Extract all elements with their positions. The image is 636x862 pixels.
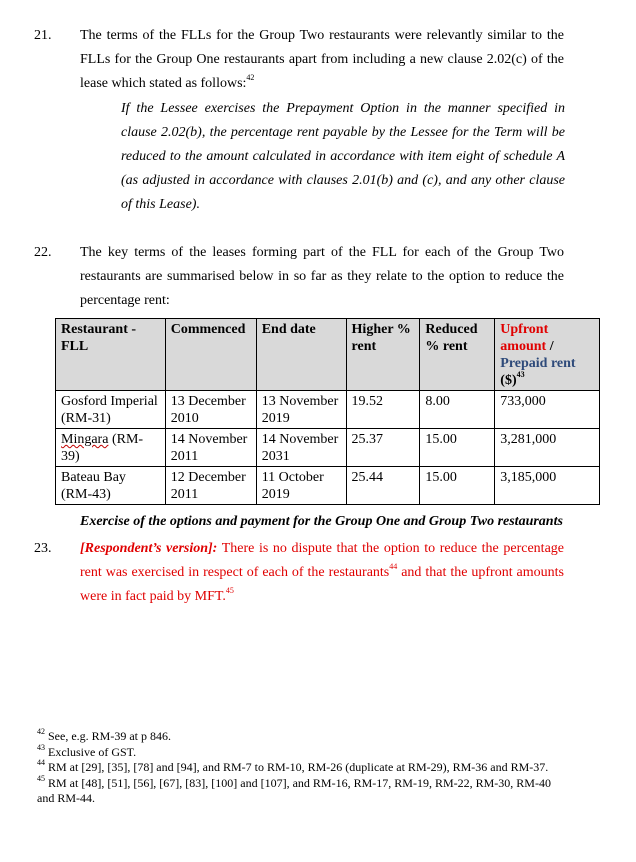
cell-commenced: 12 December 2011: [165, 467, 256, 505]
paragraph-body: There is no dispute that the option to reduce the percentage rent was exercised in respect of each of the restaurants: [80, 541, 564, 580]
table-row: [56, 391, 600, 429]
leases-table: [55, 318, 600, 505]
paragraph-text: [80, 537, 564, 609]
header-reduced-rent: Reduced % rent: [420, 319, 495, 391]
paragraph-number: 21.: [34, 28, 52, 43]
header-upfront-amount: Upfront amount: [500, 322, 549, 354]
cell-commenced: 14 November 2011: [165, 429, 256, 467]
cell-end-date: 13 November 2019: [256, 391, 346, 429]
cell-higher: 25.37: [346, 429, 420, 467]
cell-upfront: 3,281,000: [495, 429, 600, 467]
cell-end-date: 11 October 2019: [256, 467, 346, 505]
footnote-text: RM at [29], [35], [78] and [94], and RM-7 to RM-10, RM-26 (duplicate at RM-29), RM-36 and RM-37.: [45, 760, 549, 774]
header-end-date: End date: [256, 319, 346, 391]
cell-higher: 25.44: [346, 467, 420, 505]
header-slash: /: [546, 339, 554, 354]
footnote-text: Exclusive of GST.: [45, 744, 137, 759]
paragraph-text: The key terms of the leases forming part of the FLL for each of the Group Two restaurants are summarised below in so far as they relate to the option to reduce the percentage rent:: [80, 245, 564, 308]
footnote-number: 45: [37, 773, 45, 783]
footnote-44: [37, 760, 567, 776]
cell-restaurant: Bateau Bay (RM-43): [56, 467, 166, 505]
restaurant-name: Mingara: [61, 432, 109, 447]
footnote-number: 43: [37, 742, 45, 752]
cell-higher: 19.52: [346, 391, 420, 429]
cell-upfront: 3,185,000: [495, 467, 600, 505]
paragraph-body-2: and that the upfront amounts were in fact paid by MFT.: [80, 565, 564, 604]
footnote-ref[interactable]: 42: [246, 73, 255, 83]
cell-restaurant: Gosford Imperial (RM-31): [56, 391, 166, 429]
footnote-45: [37, 773, 567, 807]
footnote-text: See, e.g. RM-39 at p 846.: [45, 729, 171, 743]
header-unit: ($): [500, 373, 517, 388]
cell-reduced: 15.00: [420, 467, 495, 505]
header-restaurant: Restaurant - FLL: [56, 319, 166, 391]
footnote-number: 42: [37, 727, 45, 736]
restaurant-code: (RM-39): [61, 432, 144, 464]
paragraph-text: [80, 24, 564, 96]
footnote-ref[interactable]: 45: [225, 586, 234, 596]
cell-commenced: 13 December 2010: [165, 391, 256, 429]
footnote-ref[interactable]: 43: [516, 370, 525, 380]
header-higher-rent: Higher % rent: [346, 319, 420, 391]
header-prepaid-rent: Prepaid rent: [500, 356, 576, 371]
footnote-number: 44: [37, 758, 45, 767]
block-quote: If the Lessee exercises the Prepayment Option in the manner specified in clause 2.02(b), the percentage rent payable by the Lessee for the Term will be reduced to the amount calculated in accordance with item eight of schedule A (as adjusted in accordance with clauses 2.01(b) and (c), and any other clause of this Lease).: [121, 101, 565, 212]
table-row: [56, 467, 600, 505]
section-heading: Exercise of the options and payment for the Group One and Group Two restaurants: [80, 514, 563, 529]
cell-reduced: 8.00: [420, 391, 495, 429]
table-row: [56, 429, 600, 467]
paragraph-number: 23.: [34, 541, 52, 556]
paragraph-body: The terms of the FLLs for the Group Two restaurants were relevantly similar to the FLLs for the Group One restaurants apart from including a new clause 2.02(c) of the lease which stated as follows:: [80, 28, 564, 91]
respondent-version-label: [Respondent’s version]:: [80, 541, 218, 556]
paragraph-number: 22.: [34, 245, 52, 260]
cell-restaurant: [56, 429, 166, 467]
table-header-row: [56, 319, 600, 391]
footnote-42: [37, 729, 567, 745]
header-commenced: Commenced: [165, 319, 256, 391]
footnote-43: [37, 742, 567, 761]
cell-upfront: 733,000: [495, 391, 600, 429]
footnote-ref[interactable]: 44: [389, 562, 398, 572]
cell-end-date: 14 November 2031: [256, 429, 346, 467]
cell-reduced: 15.00: [420, 429, 495, 467]
footnote-text: RM at [48], [51], [56], [67], [83], [100] and [107], and RM-16, RM-17, RM-19, RM-22, RM-30, RM-40 and RM-44.: [37, 775, 551, 805]
header-upfront: [495, 319, 600, 391]
footnotes: [37, 729, 567, 807]
